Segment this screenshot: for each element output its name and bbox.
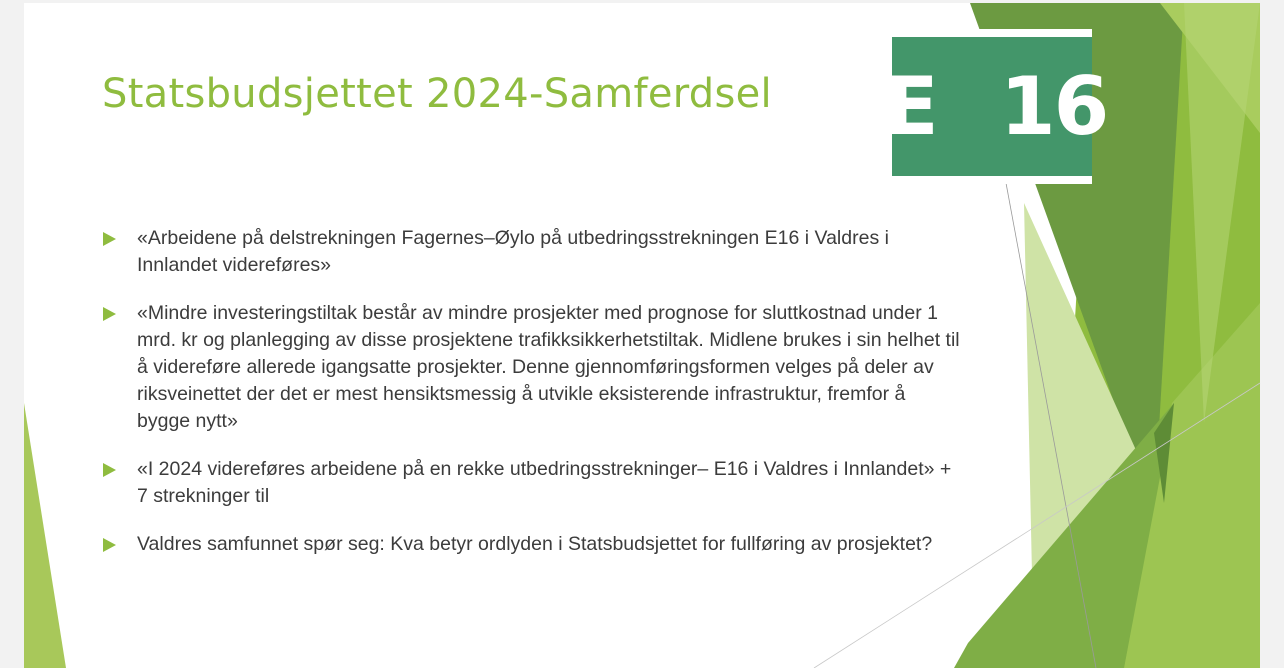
e16-road-sign [884,29,1108,184]
left-facet [24,403,66,668]
bullet-arrow-icon [103,538,116,552]
bullet-text: Valdres samfunnet spør seg: Kva betyr ordlyden i Statsbudsjettet for fullføring av prosjektet? [137,533,933,555]
bullet-text: «I 2024 videreføres arbeidene på en rekke utbedringsstrekninger– E16 i Valdres i Innlandet» + 7 strekninger til [137,458,952,507]
bullet-item [102,300,962,435]
bullet-arrow-icon [103,463,116,477]
road-sign-number: 16 [1000,60,1108,153]
bullet-text: «Mindre investeringstiltak består av mindre prosjekter med prognose for sluttkostnad under 1 mrd. kr og planlegging av disse prosjektene trafikksikkerhetstiltak. Midlene brukes i sin helhet til å videreføre allerede igangsatte prosjekter. Denne gjennomføringsformen velges på deler av riksveinettet der det er mest hensiktsmessig å utvikle eksisterende infrastruktur, fremfor å bygge nytt» [137,302,960,432]
bullet-arrow-icon [103,232,116,246]
slide-title: Statsbudsjettet 2024-Samferdsel [102,71,772,117]
bullet-item [102,531,962,558]
road-sign-plate [884,37,1108,176]
bullet-item [102,456,962,510]
bullet-arrow-icon [103,307,116,321]
road-sign-letter: E [884,60,939,153]
bullet-list [102,225,962,579]
bullet-item [102,225,962,279]
presentation-slide [24,3,1260,668]
bullet-text: «Arbeidene på delstrekningen Fagernes–Øylo på utbedringsstrekningen E16 i Valdres i Innlandet videreføres» [137,227,889,276]
